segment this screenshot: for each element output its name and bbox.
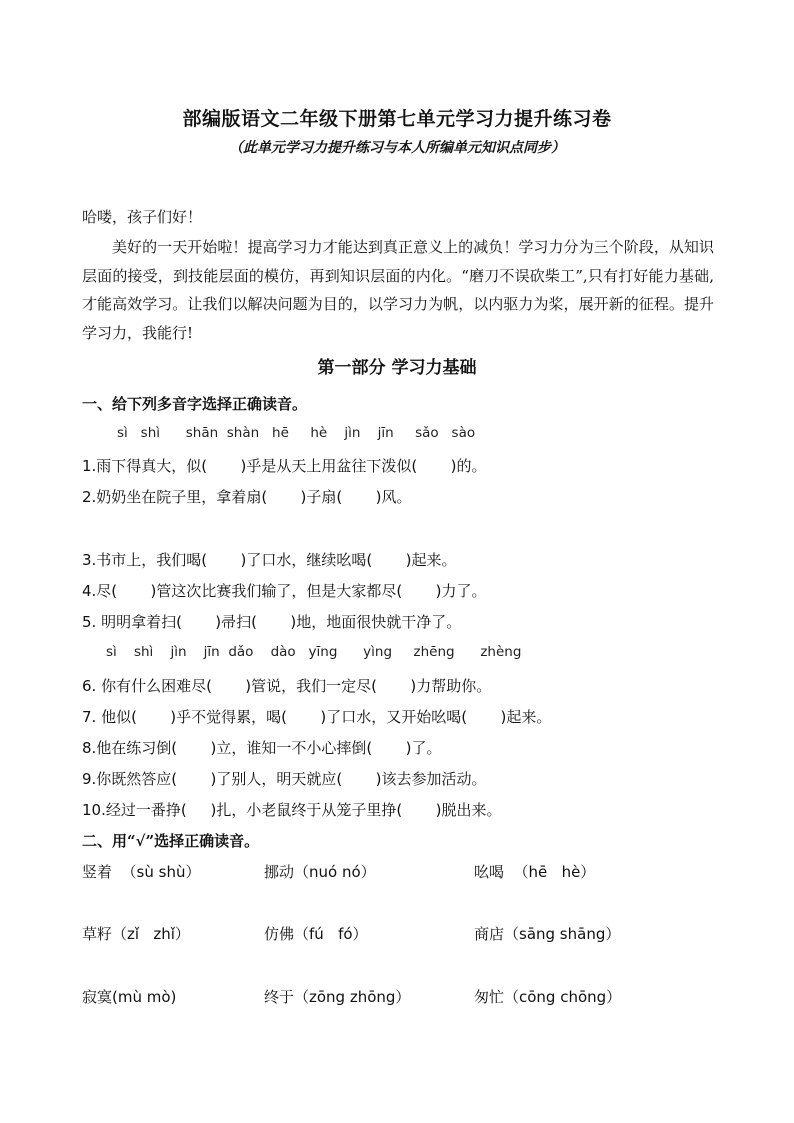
pinyin-row-1: sì shì shān shàn hē hè jìn jīn sǎo sào: [117, 425, 476, 441]
choice-item: 仿佛（fú fó）: [264, 925, 368, 943]
question-item-8: 8.他在练习倒( )立，谁知一不小心摔倒( )了。: [82, 739, 442, 757]
greeting: 哈喽，孩子们好！: [82, 208, 203, 226]
choice-item: 寂寞(mù mò): [82, 988, 177, 1006]
section-one-title: 一、给下列多音字选择正确读音。: [82, 395, 308, 413]
choice-item: 终于（zōng zhōng）: [264, 988, 411, 1006]
question-item-6: 6. 你有什么困难尽( )管说，我们一定尽( )力帮助你。: [82, 677, 492, 695]
question-item-1: 1.雨下得真大，似( )乎是从天上用盆往下泼似( )的。: [82, 457, 487, 475]
question-item-2: 2.奶奶坐在院子里，拿着扇( )子扇( )风。: [82, 488, 412, 506]
choice-item: 商店（sāng shāng）: [474, 925, 621, 943]
question-item-10: 10.经过一番挣( )扎，小老鼠终于从笼子里挣( )脱出来。: [82, 801, 502, 819]
question-item-3: 3.书市上，我们喝( )了口水，继续吆喝( )起来。: [82, 551, 457, 569]
part-one-title: 第一部分 学习力基础: [317, 358, 477, 378]
section-two-title: 二、用“√”选择正确读音。: [82, 832, 260, 850]
choice-item: 吆喝 （hē hè）: [474, 863, 596, 881]
choice-item: 竖着 （sù shù）: [82, 863, 201, 881]
question-item-5: 5. 明明拿着扫( )帚扫( )地，地面很快就干净了。: [82, 613, 462, 631]
question-item-7: 7. 他似( )乎不觉得累，喝( )了口水，又开始吆喝( )起来。: [82, 708, 552, 726]
page-title: 部编版语文二年级下册第七单元学习力提升练习卷: [182, 108, 612, 130]
choice-item: 挪动（nuó nó）: [264, 863, 376, 881]
choice-item: 草籽（zǐ zhǐ）: [82, 925, 190, 943]
question-item-4: 4.尽( )管这次比赛我们输了，但是大家都尽( )力了。: [82, 582, 487, 600]
page-subtitle: （此单元学习力提升练习与本人所编单元知识点同步）: [229, 140, 565, 156]
question-item-9: 9.你既然答应( )了别人，明天就应( )该去参加活动。: [82, 770, 487, 788]
pinyin-row-2: sì shì jìn jīn dǎo dào yīng yìng zhēng zhèng: [106, 644, 522, 660]
intro-paragraph: 美好的一天开始啦！提高学习力才能达到真正意义上的减负！学习力分为三个阶段，从知识层面的接受，到技能层面的模仿，再到知识层面的内化。“磨刀不误砍柴工”,只有打好能力基础,才能高效学习。让我们以解决问题为目的，以学习力为帆，以内驱力为桨，展开新的征程。提升学习力，我能行!: [82, 238, 714, 342]
choice-item: 匆忙（cōng chōng）: [474, 988, 622, 1006]
